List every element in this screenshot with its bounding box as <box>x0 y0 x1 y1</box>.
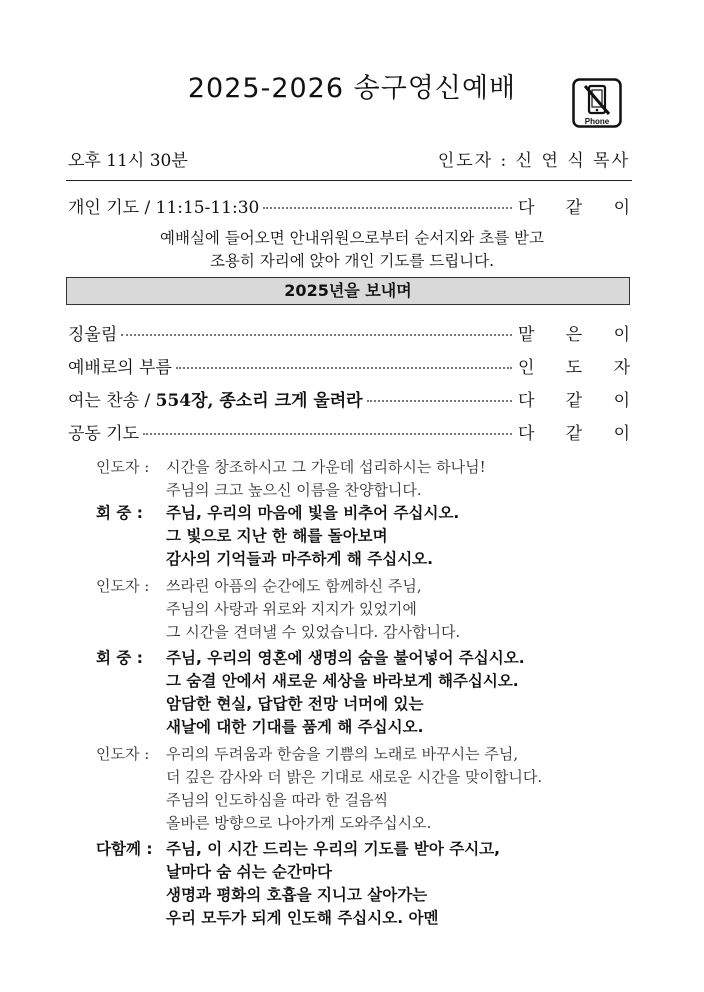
leader-dots <box>263 207 512 209</box>
opening-note: 예배실에 들어오면 안내위원으로부터 순서지와 초를 받고 조용히 자리에 앉아 개인 기도를 드립니다. <box>160 229 544 270</box>
order-item-who: 다 같 이 <box>518 390 630 411</box>
litany-people-2: 회 중 : 주님, 우리의 영혼에 생명의 숨을 불어넣어 주십시오. 그 숨결 안에서 새로운 세상을 바라보게 해주십시오. 암담한 현실, 답답한 전망 너머에 있는 새날에 대한 기대를 품게 해 주십시오. <box>96 649 525 736</box>
leader-dots <box>176 367 512 369</box>
order-item-who: 다 같 이 <box>518 423 630 444</box>
order-item-call-to-worship: 예배로의 부름 인 도 자 <box>68 353 630 377</box>
order-item-label: 개인 기도 / 11:15-11:30 <box>68 197 260 218</box>
leader-dots <box>121 334 512 336</box>
order-item-opening-hymn: 여는 찬송 / 554장, 종소리 크게 울려라 다 같 이 <box>68 386 630 410</box>
header-divider <box>66 180 632 181</box>
order-item-bell: 징울림 맡 은 이 <box>68 320 630 344</box>
litany-all: 다함께 : 주님, 이 시간 드리는 우리의 기도를 받아 주시고, 날마다 숨 쉬는 순간마다 생명과 평화의 호흡을 지니고 살아가는 우리 모두가 되게 인도해 주십시오. 아멘 <box>96 840 501 927</box>
leader-dots <box>367 400 512 402</box>
litany-leader-3: 인도자 : 우리의 두려움과 한숨을 기쁨의 노래로 바꾸시는 주님, 더 깊은 감사와 더 밝은 기대로 새로운 시간을 맞이합니다. 주님의 인도하심을 따라 한 걸음씩 올바른 방향으로 나아가게 도와주십시오. <box>96 745 543 832</box>
leader-dots <box>143 433 512 435</box>
service-time: 오후 11시 30분 <box>68 151 188 171</box>
litany-leader-2: 인도자 : 쓰라린 아픔의 순간에도 함께하신 주님, 주님의 사랑과 위로와 지지가 있었기에 그 시간을 견뎌낼 수 있었습니다. 감사합니다. <box>96 577 461 641</box>
no-phone-icon <box>572 78 622 128</box>
order-item-who: 다 같 이 <box>518 197 630 218</box>
no-phone-label: Phone <box>584 117 610 126</box>
service-leader: 인도자 : 신 연 식 목사 <box>437 151 630 171</box>
litany <box>96 456 636 930</box>
litany-people-1: 회 중 : 주님, 우리의 마음에 빛을 비추어 주십시오. 그 빛으로 지난 한 해를 돌아보며 감사의 기억들과 마주하게 해 주십시오. <box>96 504 460 568</box>
service-info <box>68 146 630 171</box>
section-title: 2025년을 보내며 <box>66 277 630 305</box>
page-title: 2025-2026 송구영신예배 <box>187 73 517 104</box>
order-item-who: 맡 은 이 <box>518 324 630 345</box>
hymn-title: 554장, 종소리 크게 울려라 <box>155 390 363 411</box>
litany-leader-1: 인도자 : 시간을 창조하시고 그 가운데 섭리하시는 하나님! 주님의 크고 높으신 이름을 찬양합니다. <box>96 458 486 499</box>
order-item-who: 인 도 자 <box>518 357 630 378</box>
order-item-common-prayer: 공동 기도 다 같 이 <box>68 419 630 443</box>
order-item-personal-prayer <box>68 193 630 217</box>
